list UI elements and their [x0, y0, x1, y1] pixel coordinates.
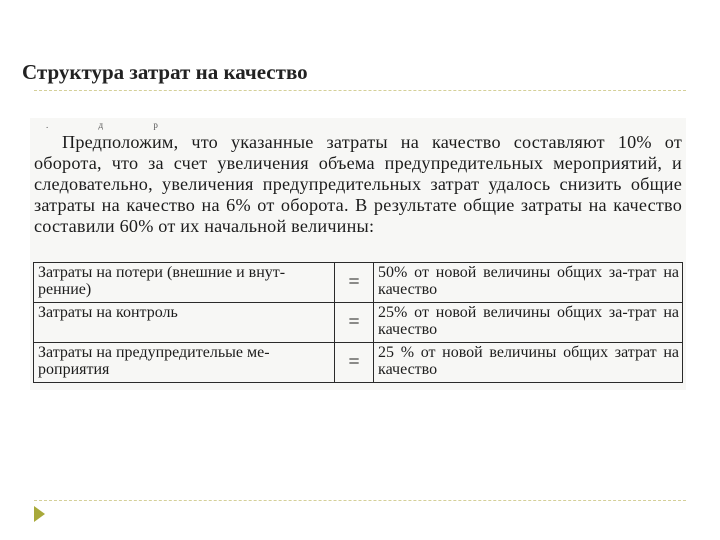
- row-value: 25% от новой величины общих за-трат на качество: [374, 303, 683, 343]
- scan-paragraph: [34, 132, 682, 237]
- row-equals: =: [334, 343, 373, 383]
- row-value: 25 % от новой величины общих затрат на качество: [374, 343, 683, 383]
- slide-title: Структура затрат на качество: [22, 60, 308, 84]
- scan-top-fragment: . д р: [46, 120, 182, 130]
- row-equals: =: [334, 303, 373, 343]
- row-name: Затраты на потери (внешние и внут-ренние): [34, 263, 335, 303]
- row-name: Затраты на предупредительые ме-роприятия: [34, 343, 335, 383]
- row-value: 50% от новой величины общих за-трат на качество: [374, 263, 683, 303]
- cost-structure-table: [33, 262, 683, 383]
- top-divider: [34, 90, 686, 91]
- scan-paragraph-text: Предположим, что указанные затраты на качество составляют 10% от оборота, что за счет увеличения объема предупредительных мероприятий, и следовательно, увеличения предупредительных затрат удалось снизить общие затраты на качество на 6% от оборота. В результате общие затраты на качество составили 60% от их начальной величины:: [34, 132, 682, 236]
- table-row: [34, 263, 683, 303]
- triangle-bullet-icon: [34, 506, 45, 522]
- row-equals: =: [334, 263, 373, 303]
- row-name: Затраты на контроль: [34, 303, 335, 343]
- table-row: [34, 303, 683, 343]
- bottom-divider: [34, 500, 686, 501]
- table-row: [34, 343, 683, 383]
